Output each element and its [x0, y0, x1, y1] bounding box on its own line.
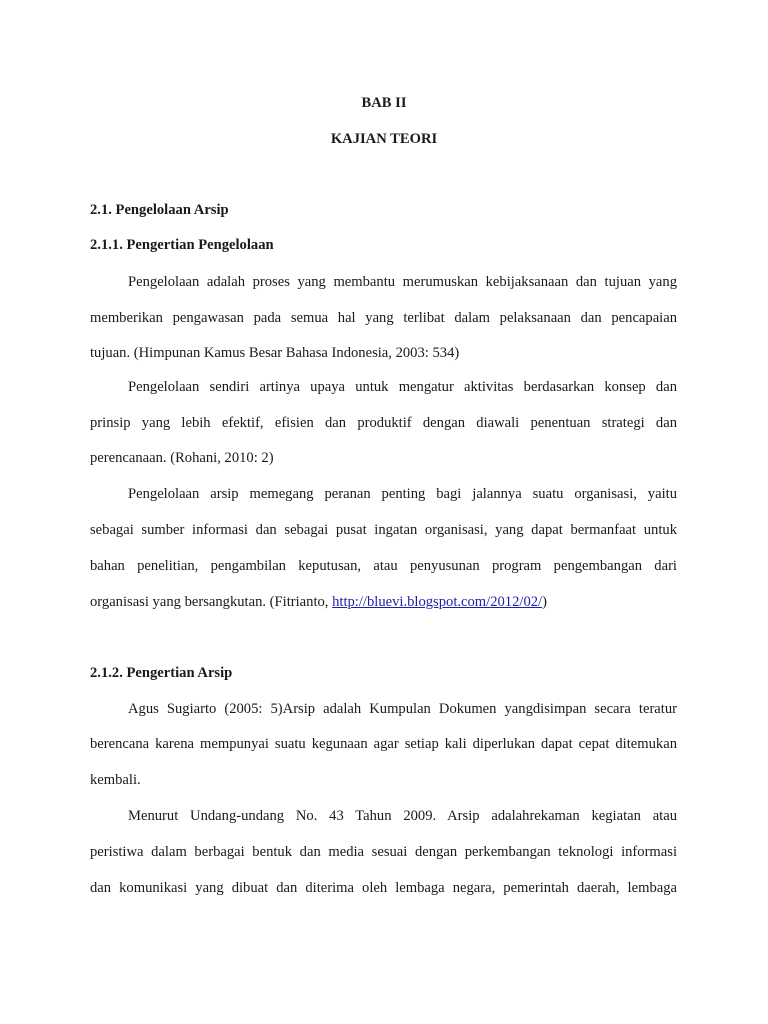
citation-prefix: organisasi yang bersangkutan. (Fitrianto, — [90, 594, 333, 610]
paragraph-line: dan komunikasi yang dibuat dan diterima oleh lembaga negara, pemerintah daerah, lembaga — [90, 880, 677, 896]
citation-suffix: ) — [542, 594, 547, 610]
subsection-heading-2-1-1: 2.1.1. Pengertian Pengelolaan — [90, 237, 274, 253]
paragraph-line: Menurut Undang-undang No. 43 Tahun 2009. Arsip adalahrekaman kegiatan atau — [128, 808, 677, 824]
paragraph-line: memberikan pengawasan pada semua hal yang terlibat dalam pelaksanaan dan pencapaian — [90, 310, 677, 326]
paragraph-line: Pengelolaan arsip memegang peranan penting bagi jalannya suatu organisasi, yaitu — [128, 486, 677, 502]
chapter-title: KAJIAN TEORI — [330, 131, 438, 147]
paragraph-line: tujuan. (Himpunan Kamus Besar Bahasa Indonesia, 2003: 534) — [90, 345, 460, 361]
section-heading-2-1: 2.1. Pengelolaan Arsip — [90, 202, 229, 218]
paragraph-line: perencanaan. (Rohani, 2010: 2) — [90, 450, 274, 466]
paragraph-line-with-citation — [90, 593, 677, 611]
citation-link[interactable]: http://bluevi.blogspot.com/2012/02/ — [332, 594, 543, 610]
paragraph-line: Pengelolaan sendiri artinya upaya untuk mengatur aktivitas berdasarkan konsep dan — [128, 379, 677, 395]
paragraph-line: bahan penelitian, pengambilan keputusan, atau penyusunan program pengembangan dari — [90, 558, 677, 574]
paragraph-line: Agus Sugiarto (2005: 5)Arsip adalah Kumpulan Dokumen yangdisimpan secara teratur — [128, 701, 677, 717]
paragraph-line: Pengelolaan adalah proses yang membantu merumuskan kebijaksanaan dan tujuan yang — [128, 274, 677, 290]
paragraph-line: peristiwa dalam berbagai bentuk dan media sesuai dengan perkembangan teknologi informasi — [90, 844, 677, 860]
chapter-number: BAB II — [361, 95, 407, 111]
paragraph-line: prinsip yang lebih efektif, efisien dan produktif dengan diawali penentuan strategi dan — [90, 415, 677, 431]
subsection-heading-2-1-2: 2.1.2. Pengertian Arsip — [90, 665, 233, 681]
paragraph-line: sebagai sumber informasi dan sebagai pusat ingatan organisasi, yang dapat bermanfaat untuk — [90, 522, 677, 538]
paragraph-line: berencana karena mempunyai suatu kegunaan agar setiap kali diperlukan dapat cepat ditemukan — [90, 736, 677, 752]
paragraph-line: kembali. — [90, 772, 141, 788]
